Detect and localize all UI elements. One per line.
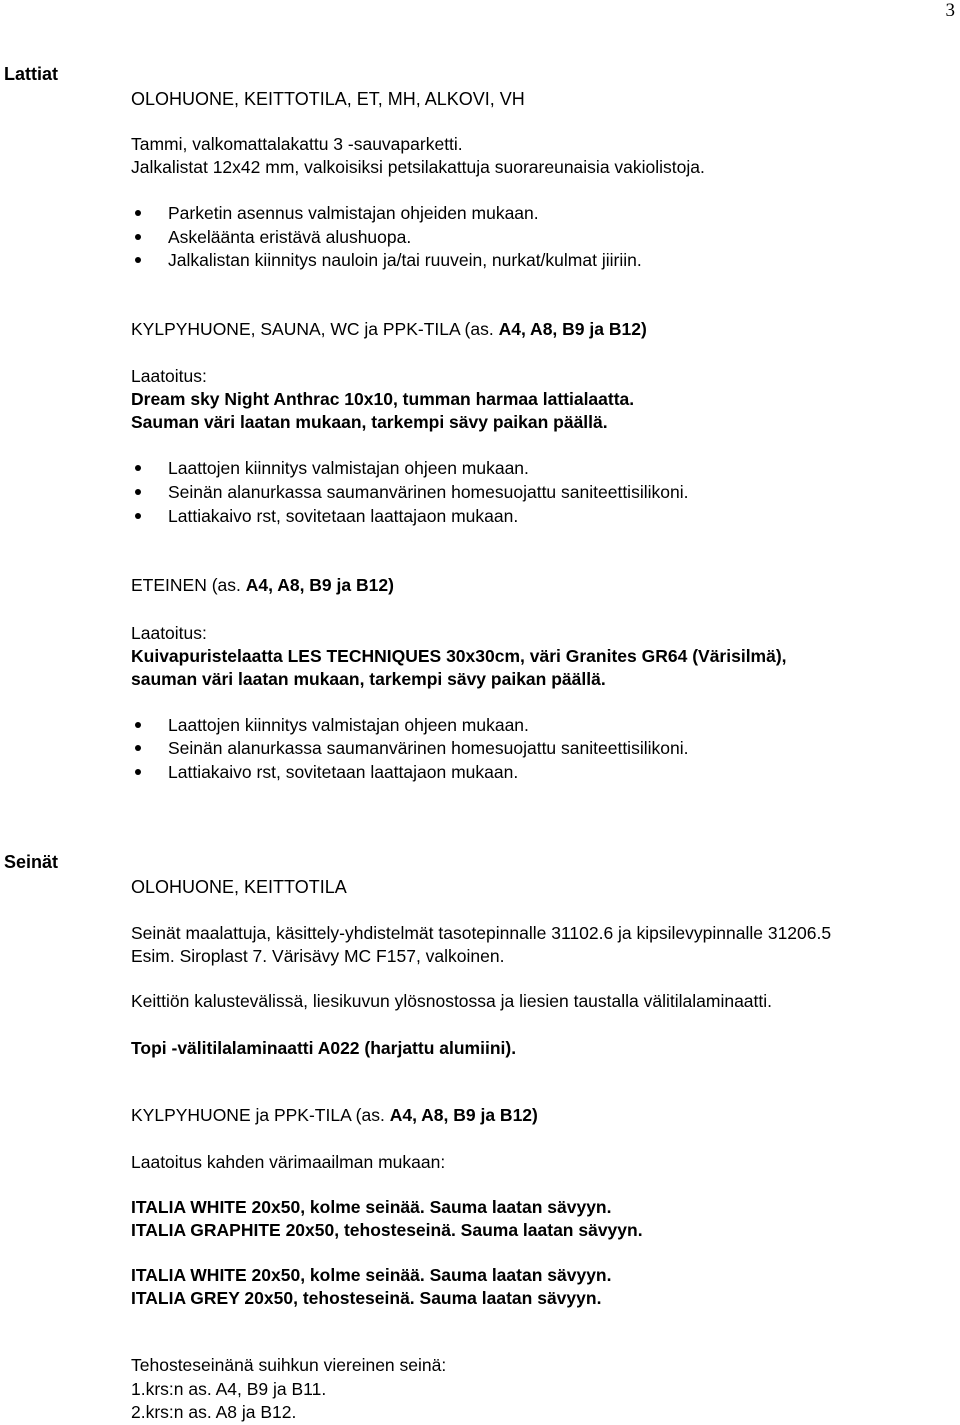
- bullet-icon: [135, 722, 141, 728]
- section-heading-lattiat: Lattiat: [4, 64, 58, 84]
- tile-option: ITALIA WHITE 20x50, kolme seinää. Sauma laatan sävyyn.: [131, 1265, 612, 1285]
- grout-spec: sauman väri laatan mukaan, tarkempi sävy paikan päällä.: [131, 669, 606, 689]
- bullet-icon: [135, 465, 141, 471]
- accent-wall-floor-1: 1.krs:n as. A4, B9 ja B11.: [131, 1379, 327, 1399]
- bullet-icon: [135, 257, 141, 263]
- tile-spec: Dream sky Night Anthrac 10x10, tumman harmaa lattialaatta.: [131, 389, 635, 409]
- tile-option: ITALIA GRAPHITE 20x50, tehosteseinä. Sauma laatan sävyyn.: [131, 1220, 643, 1240]
- kitchen-laminate-line: Keittiön kalustevälissä, liesikuvun ylösnostossa ja liesien taustalla välitilalaminaatti.: [131, 991, 773, 1011]
- floor-material-line: Tammi, valkomattalakattu 3 -sauvaparketti.: [131, 134, 463, 154]
- laatoitus-label: Laatoitus:: [131, 623, 207, 643]
- accent-wall-floor-2: 2.krs:n as. A8 ja B12.: [131, 1402, 297, 1422]
- tile-option: ITALIA GREY 20x50, tehosteseinä. Sauma laatan sävyyn.: [131, 1288, 602, 1308]
- accent-wall-label: Tehosteseinänä suihkun viereinen seinä:: [131, 1355, 447, 1375]
- kylpyhuone-title: KYLPYHUONE, SAUNA, WC ja PPK-TILA (as. A4, A8, B9 ja B12): [131, 319, 647, 339]
- bullet-icon: [135, 489, 141, 495]
- bullet-icon: [135, 210, 141, 216]
- laminate-spec: Topi -välitilalaminaatti A022 (harjattu alumiini).: [131, 1038, 517, 1058]
- bullet-icon: [135, 234, 141, 240]
- grout-spec: Sauman väri laatan mukaan, tarkempi sävy paikan päällä.: [131, 412, 608, 432]
- bullet-icon: [135, 769, 141, 775]
- tile-option: ITALIA WHITE 20x50, kolme seinää. Sauma laatan sävyyn.: [131, 1197, 612, 1217]
- bullet-icon: [135, 513, 141, 519]
- laatoitus-label: Laatoitus:: [131, 366, 207, 386]
- olohuone-keittotila-title: OLOHUONE, KEITTOTILA: [131, 877, 347, 897]
- section-heading-seinat: Seinät: [4, 852, 59, 872]
- olohuone-title: OLOHUONE, KEITTOTILA, ET, MH, ALKOVI, VH: [131, 89, 525, 109]
- page-number: 3: [945, 0, 955, 21]
- wall-treatment-line: Seinät maalattuja, käsittely-yhdistelmät tasotepinnalle 31102.6 ja kipsilevypinnalle 31206.5: [131, 923, 832, 943]
- skirting-line: Jalkalistat 12x42 mm, valkoisiksi petsilakattuja suorareunaisia vakiolistoja.: [131, 157, 705, 177]
- eteinen-title: ETEINEN (as. A4, A8, B9 ja B12): [131, 575, 394, 595]
- laatoitus-colorway-line: Laatoitus kahden värimaailman mukaan:: [131, 1152, 446, 1172]
- wall-color-line: Esim. Siroplast 7. Värisävy MC F157, valkoinen.: [131, 946, 505, 966]
- bullet-icon: [135, 745, 141, 751]
- kylpyhuone-ppk-title: KYLPYHUONE ja PPK-TILA (as. A4, A8, B9 ja B12): [131, 1105, 538, 1125]
- tile-spec: Kuivapuristelaatta LES TECHNIQUES 30x30cm, väri Granites GR64 (Värisilmä),: [131, 646, 787, 666]
